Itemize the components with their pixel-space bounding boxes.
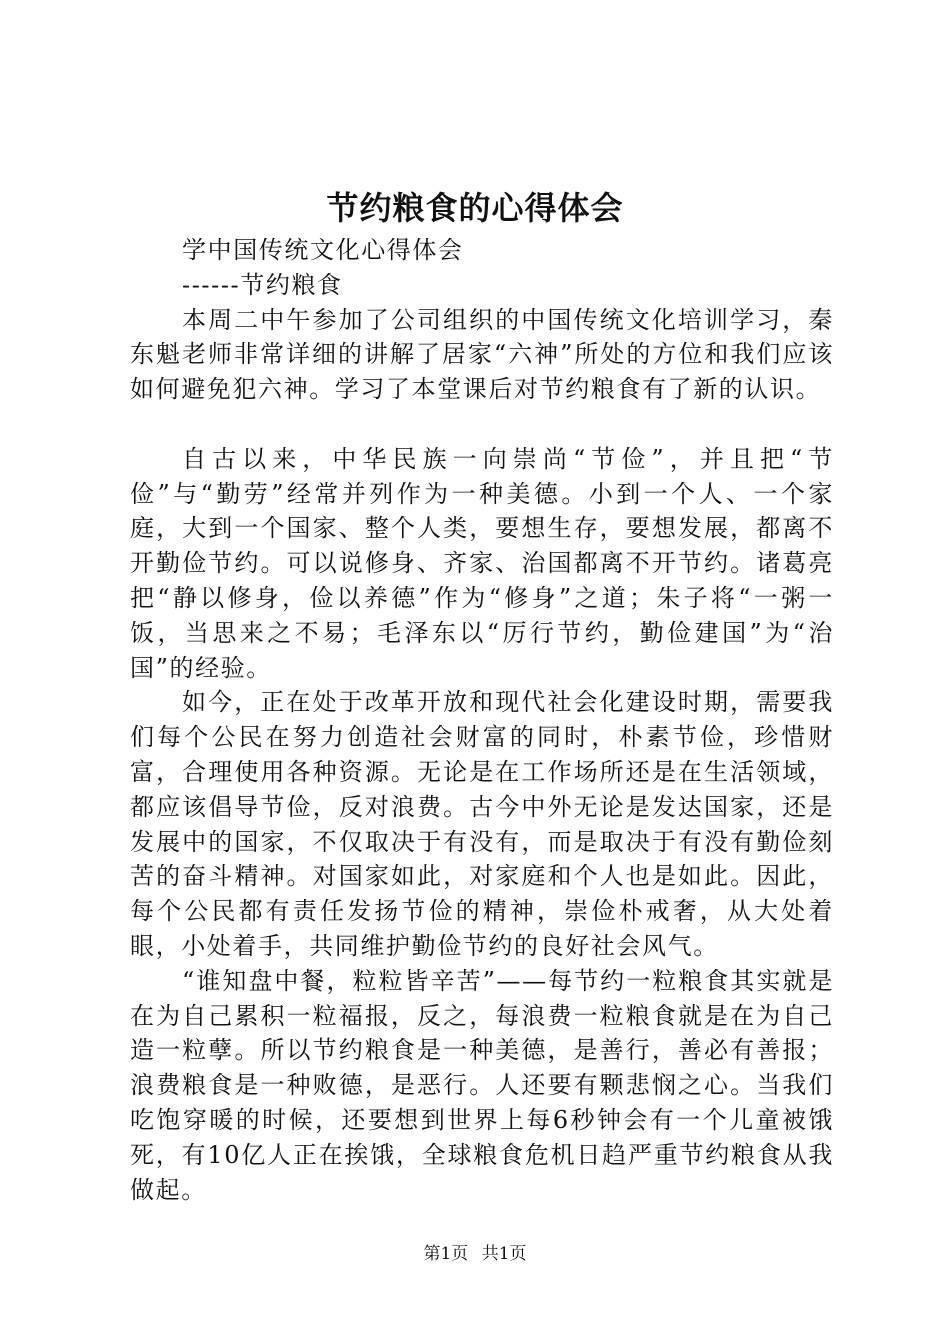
page-number: 第1页 bbox=[423, 1244, 469, 1264]
page-footer bbox=[0, 1242, 950, 1266]
document-body bbox=[130, 233, 834, 1207]
page-total: 共1页 bbox=[481, 1244, 527, 1264]
paragraph-spacer bbox=[130, 407, 834, 442]
document-title: 节约粮食的心得体会 bbox=[326, 189, 624, 227]
paragraph: 本周二中午参加了公司组织的中国传统文化培训学习，秦东魁老师非常详细的讲解了居家“六神”所处的方位和我们应该如何避免犯六神。学习了本堂课后对节约粮食有了新的认识。 bbox=[130, 305, 834, 404]
paragraph: 如今，正在处于改革开放和现代社会化建设时期，需要我们每个公民在努力创造社会财富的同时，朴素节俭，珍惜财富，合理使用各种资源。无论是在工作场所还是在生活领域，都应该倡导节俭，反对浪费。古今中外无论是发达国家，还是发展中的国家，不仅取决于有没有，而是取决于有没有勤俭刻苦的奋斗精神。对国家如此，对家庭和个人也是如此。因此，每个公民都有责任发扬节俭的精神，崇俭朴戒奢，从大处着眼，小处着手，共同维护勤俭节约的良好社会风气。 bbox=[130, 688, 834, 960]
subtitle-line-1: 学中国传统文化心得体会 bbox=[182, 236, 464, 264]
paragraph: “谁知盘中餐，粒粒皆辛苦”——每节约一粒粮食其实就是在为自己累积一粒福报，反之，每浪费一粒粮食就是在为自己造一粒孽。所以节约粮食是一种美德，是善行，善必有善报；浪费粮食是一种败德，是恶行。人还要有颗悲悯之心。当我们吃饱穿暖的时候，还要想到世界上每6秒钟会有一个儿童被饿死，有10亿人正在挨饿，全球粮食危机日趋严重节约粮食从我做起。 bbox=[130, 966, 834, 1204]
subtitle-line-2: ------节约粮食 bbox=[182, 270, 343, 299]
paragraph: 自古以来，中华民族一向崇尚“节俭”，并且把“节俭”与“勤劳”经常并列作为一种美德。小到一个人、一个家庭，大到一个国家、整个人类，要想生存，要想发展，都离不开勤俭节约。可以说修身、齐家、治国都离不开节约。诸葛亮把“静以修身，俭以养德”作为“修身”之道；朱子将“一粥一饭，当思来之不易；毛泽东以“厉行节约，勤俭建国”为“治国”的经验。 bbox=[130, 444, 834, 682]
